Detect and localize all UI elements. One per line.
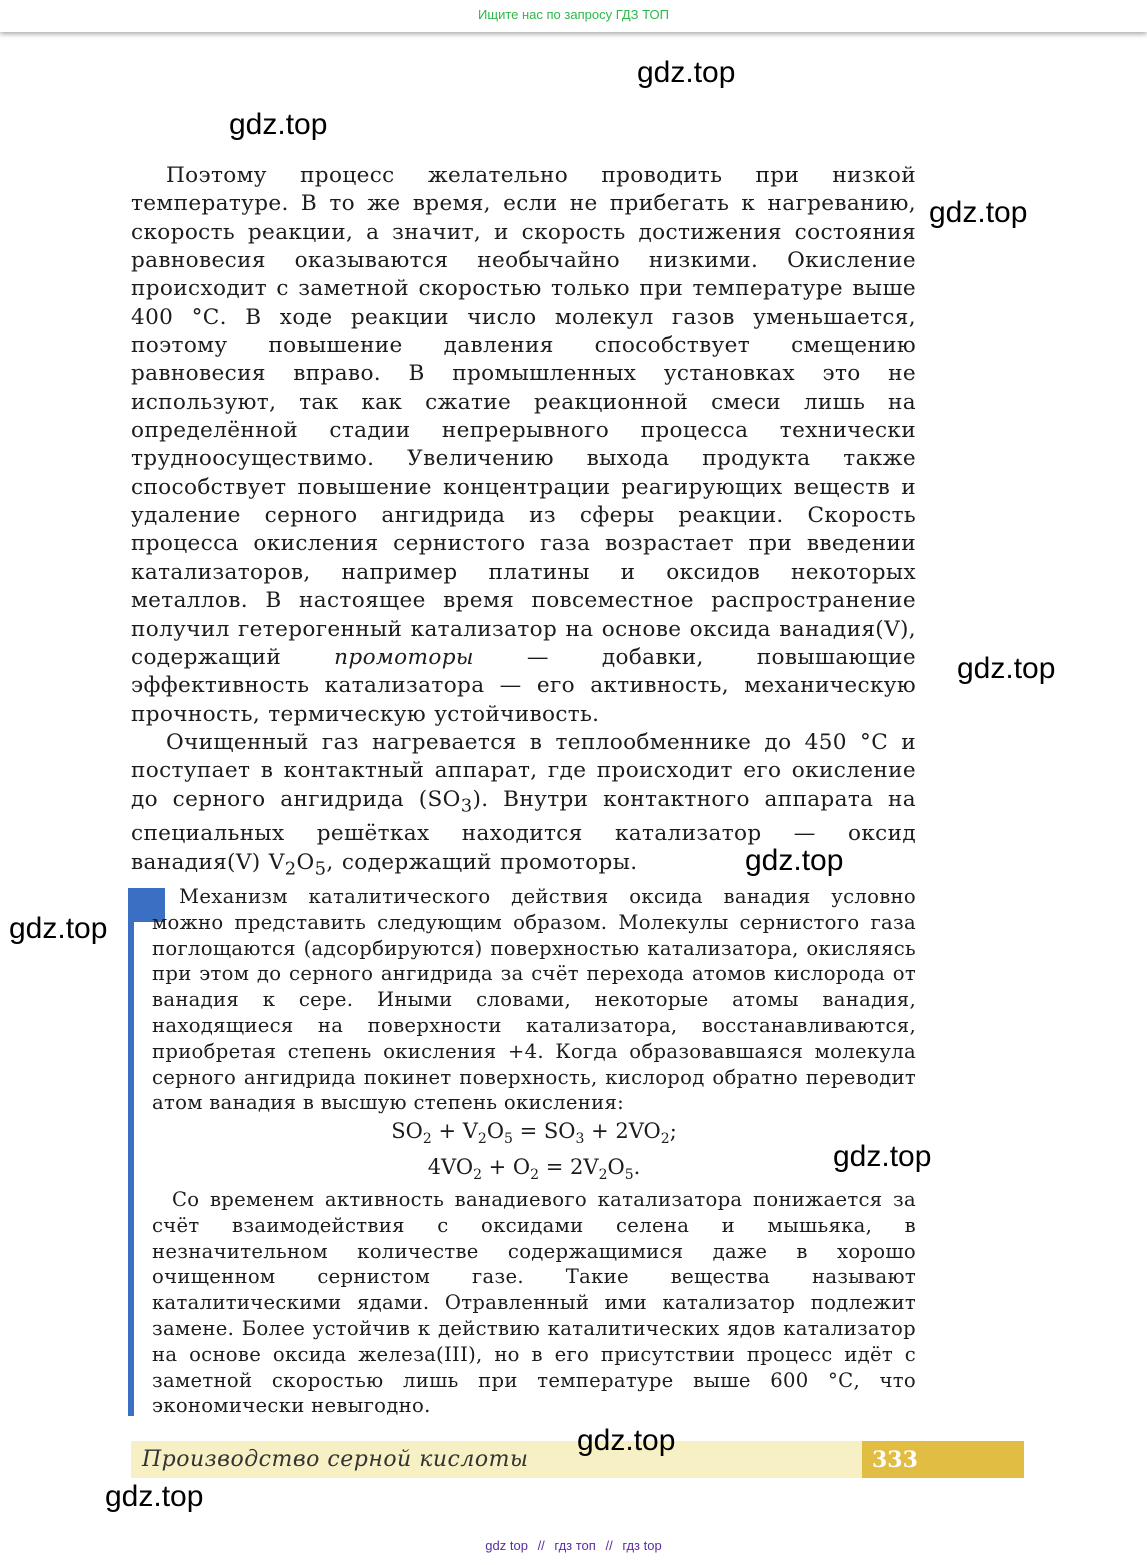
top-banner	[0, 0, 1147, 32]
watermark: gdz.top	[929, 196, 1028, 229]
note-box-bar	[128, 888, 134, 1416]
watermark: gdz.top	[957, 652, 1056, 685]
promoters-term: промоторы	[334, 644, 474, 670]
watermark: gdz.top	[9, 912, 108, 945]
main-paragraph-1: Поэтому процесс желательно проводить при низкой температуре. В то же время, если не прибегать к нагреванию, скорость реакции, а значит, и скорость достижения состояния равновесия оказываются необычайно низкими. Окисление происходит с заметной скоростью только при температуре выше 400 °С. В ходе реакции число молекул газов уменьшается, поэтому повышение давления способствует смещению равновесия вправо. В промышленных установках это не используют, так как сжатие реакционной смеси лишь на определённой стадии непрерывного процесса технически трудноосуществимо. Увеличению выхода продукта также способствует повышение концентрации реагирующих веществ и удаление серного ангидрида из сферы реакции. Скорость процесса окисления сернистого газа возрастает при введении катализаторов, например платины и оксидов некоторых металлов. В настоящее время повсеместное распространение получил гетерогенный катализатор на основе оксида ванадия(V), содержащий промоторы — добавки, повышающие эффективность катализатора — его активность, механическую прочность, термическую устойчивость.	[131, 163, 916, 727]
watermark: gdz.top	[833, 1140, 932, 1173]
watermark: gdz.top	[637, 56, 736, 89]
note-text-1: Механизм каталитического действия оксида ванадия условно можно представить следующим образом. Молекулы сернистого газа поглощаются (адсорбируются) поверхностью катализатора, окисляясь при этом до серного ангидрида за счёт перехода атомов кислорода от ванадия к сере. Иными словами, некоторые атомы ванадия, находящиеся на поверхности катализатора, восстанавливаются, приобретая степень окисления +4. Когда образовавшаяся молекула серного ангидрида покинет поверхность, кислород обратно переводит атом ванадия в высшую степень окисления:	[152, 885, 916, 1115]
link-gdz-top-ru[interactable]: гдз топ	[554, 1538, 596, 1553]
bottom-links	[0, 1538, 1147, 1553]
page-number-band	[862, 1441, 1024, 1478]
note-text-2: Со временем активность ванадиевого катализатора понижается за счёт взаимодействия с оксидами селена и мышьяка, в незначительном количестве содержащимися даже в хорошо очищенном сернистом газе. Такие вещества называют каталитическими ядами. Отравленный ими катализатор подлежит замене. Более устойчив к действию каталитических ядов катализатор на основе оксида железа(III), но в его присутствии процесс идёт с заметной скоростью лишь при температуре выше 600 °С, что экономически невыгодно.	[152, 1188, 916, 1418]
watermark: gdz.top	[105, 1480, 204, 1513]
separator: //	[537, 1538, 545, 1553]
watermark: gdz.top	[229, 108, 328, 141]
top-banner-text: Ищите нас по запросу ГДЗ ТОП	[478, 7, 669, 22]
link-gdz-top[interactable]: gdz top	[485, 1538, 528, 1553]
section-title: Производство серной кислоты	[142, 1447, 529, 1472]
watermark: gdz.top	[577, 1424, 676, 1457]
main-text	[131, 162, 916, 883]
main-paragraph-2: Очищенный газ нагревается в теплообменнике до 450 °С и поступает в контактный аппарат, где происходит его окисление до серного ангидрида $(SO_3)$. Внутри контактного аппарата на специальных решётках находится катализатор — оксид ванадия(V) $V_2O_5$, содержащий промоторы.	[131, 729, 916, 879]
link-gdz-top-mixed[interactable]: гдз top	[622, 1538, 662, 1553]
equation-1: $SO_2 + V_2O_5 = SO_3 + 2VO_2$;	[391, 1119, 677, 1148]
separator: //	[605, 1538, 613, 1553]
page-number: 333	[872, 1447, 918, 1473]
equation-2: $4VO_2 + O_2 = 2V_2O_5$.	[427, 1155, 641, 1184]
watermark: gdz.top	[745, 844, 844, 877]
section-title-band	[131, 1441, 862, 1478]
